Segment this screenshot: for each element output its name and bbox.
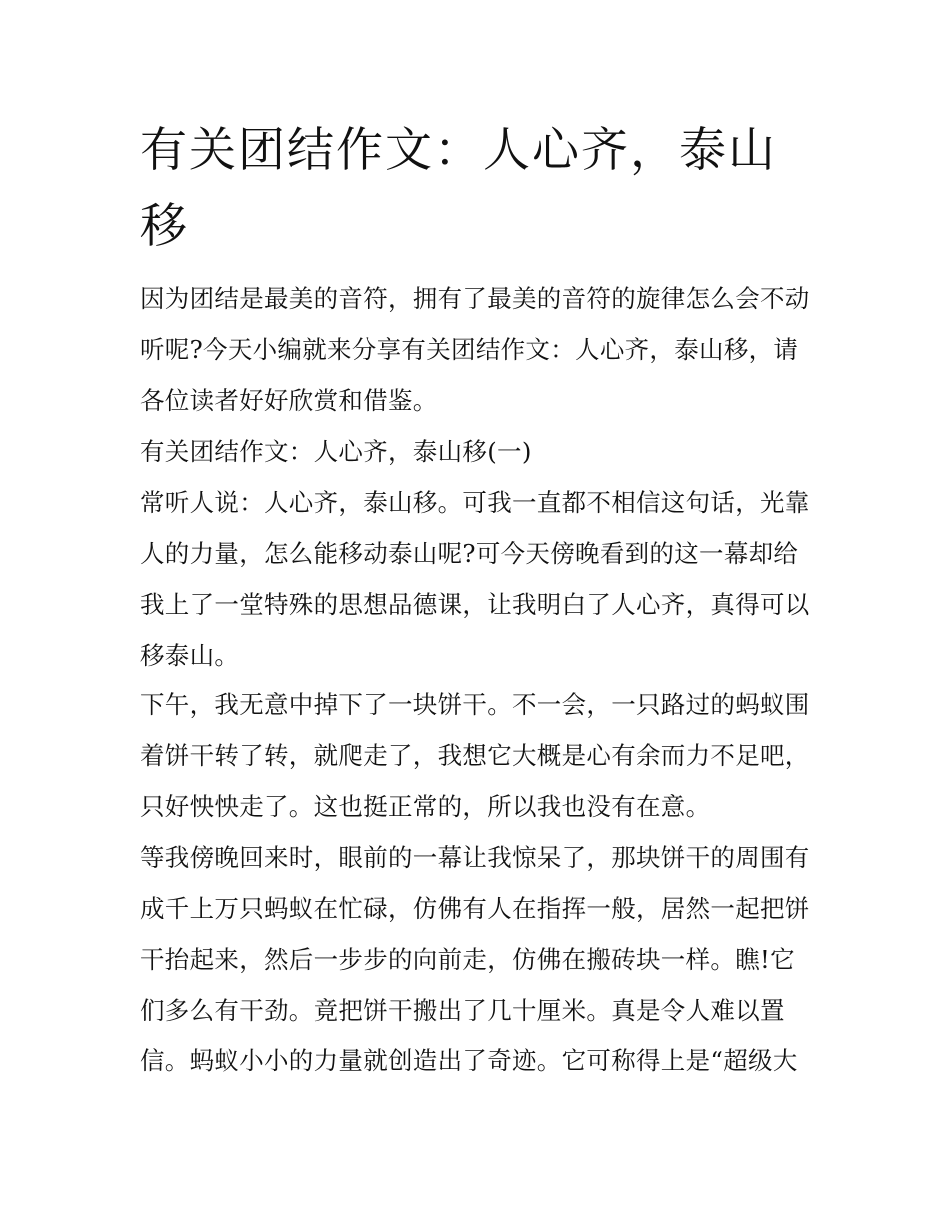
text-line: 成千上万只蚂蚁在忙碌，仿佛有人在指挥一般，居然一起把饼: [140, 894, 810, 923]
text-line: 常听人说：人心齐，泰山移。可我一直都不相信这句话，光靠: [140, 488, 810, 517]
text-line: 我上了一堂特殊的思想品德课，让我明白了人心齐，真得可以: [140, 590, 810, 619]
text-line: 们多么有干劲。竟把饼干搬出了几十厘米。真是令人难以置: [140, 996, 785, 1025]
text-line: 干抬起来，然后一步步的向前走，仿佛在搬砖块一样。瞧!它: [140, 945, 795, 974]
section-heading: 有关团结作文：人心齐，泰山移(一): [140, 437, 532, 466]
text-line: 等我傍晚回来时，眼前的一幕让我惊呆了，那块饼干的周围有: [140, 843, 810, 872]
text-line: 只好怏怏走了。这也挺正常的，所以我也没有在意。: [140, 792, 711, 821]
text-line: 着饼干转了转，就爬走了，我想它大概是心有余而力不足吧，: [140, 741, 810, 770]
text-line: 下午，我无意中掉下了一块饼干。不一会，一只路过的蚂蚁围: [140, 690, 810, 719]
text-line: 听呢?今天小编就来分享有关团结作文：人心齐，泰山移，请: [140, 335, 799, 364]
text-line: 人的力量，怎么能移动泰山呢?可今天傍晚看到的这一幕却给: [140, 539, 799, 568]
page-title: 有关团结作文：人心齐，泰山移: [140, 123, 777, 254]
text-line: 因为团结是最美的音符，拥有了最美的音符的旋律怎么会不动: [140, 284, 810, 313]
text-line: 移泰山。: [140, 641, 240, 670]
text-line: 各位读者好好欣赏和借鉴。: [140, 386, 438, 415]
text-line: 信。蚂蚁小小的力量就创造出了奇迹。它可称得上是“超级大: [140, 1046, 798, 1075]
